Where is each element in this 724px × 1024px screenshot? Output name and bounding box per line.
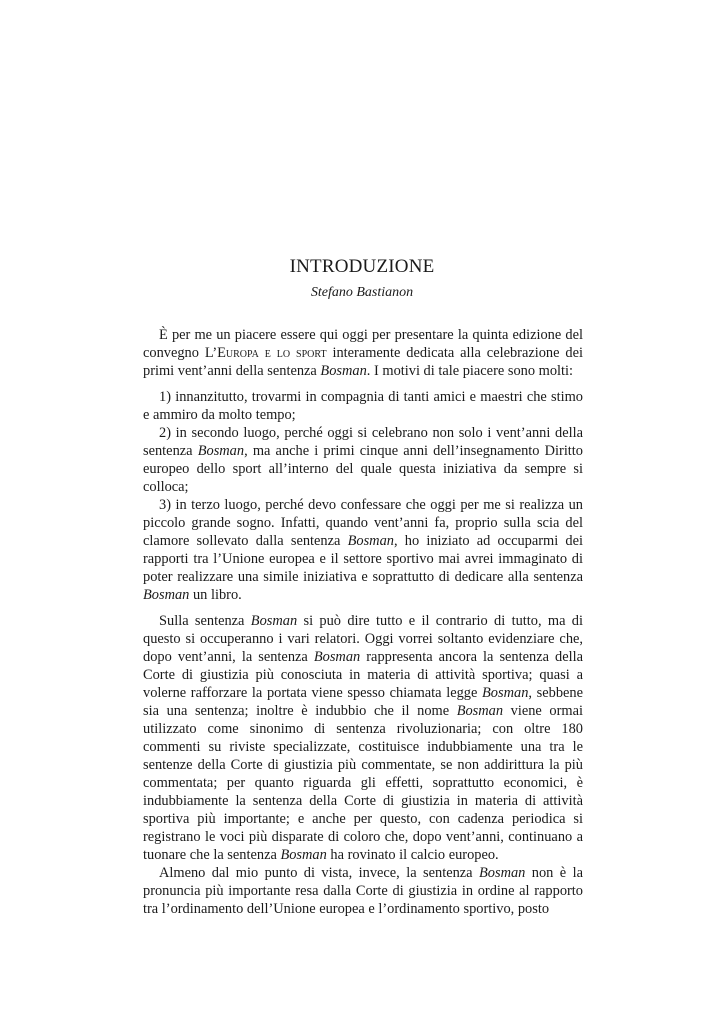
paragraph-viewpoint: Almeno dal mio punto di vista, invece, la sentenza Bosman non è la pronuncia più importante resa dalla Corte di giustizia in ordine al rapporto tra l’ordinamento dell’Unione europea e l’ordinamento sportivo, posto [143,865,583,917]
chapter-title: INTRODUZIONE [289,256,435,277]
paragraph-reason-1: 1) innanzitutto, trovarmi in compagnia di tanti amici e maestri che stimo e ammiro da molto tempo; [143,389,583,423]
paragraph-reason-2: 2) in secondo luogo, perché oggi si celebrano non solo i vent’anni della sentenza Bosman, ma anche i primi cinque anni dell’insegnamento Diritto europeo dello sport all’interno del quale questa iniziativa da sempre si colloca; [143,425,584,495]
paragraph-bosman: Sulla sentenza Bosman si può dire tutto e il contrario di tutto, ma di questo si occuperanno i vari relatori. Oggi vorrei soltanto evidenziare che, dopo vent’anni, la sentenza Bosman rappresenta ancora la sentenza della Corte di giustizia più conosciuta in materia di attività sportiva; quasi a volerne rafforzare la portata viene spesso chiamata legge Bosman, sebbene sia una sentenza; inoltre è indubbio che il nome Bosman viene ormai utilizzato come sinonimo di sentenza rivoluzionaria; con oltre 180 commenti su riviste specializzate, costituisce indubbiamente una tra le sentenze della Corte di giustizia più commentate, se non addirittura la più commentata; per quanto riguarda gli effetti, soprattutto economici, è indubbiamente la sentenza della Corte di giustizia in materia di attività sportiva più importante; e anche per questo, con cadenza periodica si registrano le voci più disparate di coloro che, dopo vent’anni, continuano a tuonare che la sentenza Bosman ha rovinato il calcio europeo. [143,613,583,863]
body-text [143,326,583,918]
author-name: Stefano Bastianon [310,285,414,300]
conference-name: L’Europa e lo sport [204,345,327,361]
paragraph-intro: È per me un piacere essere qui oggi per presentare la quinta edizione del convegno L’Europa e lo sport interamente dedicata alla celebrazione dei primi vent’anni della sentenza Bosman. I motivi di tale piacere sono molti: [143,327,583,379]
paragraph-reason-3: 3) in terzo luogo, perché devo confessare che oggi per me si realizza un piccolo grande sogno. Infatti, quando vent’anni fa, proprio sulla scia del clamore sollevato dalla sentenza Bosman, ho iniziato ad occuparmi dei rapporti tra l’Unione europea e il settore sportivo mai avrei immaginato di poter realizzare una simile iniziativa e soprattutto di dedicare alla sentenza Bosman un libro. [143,497,583,603]
